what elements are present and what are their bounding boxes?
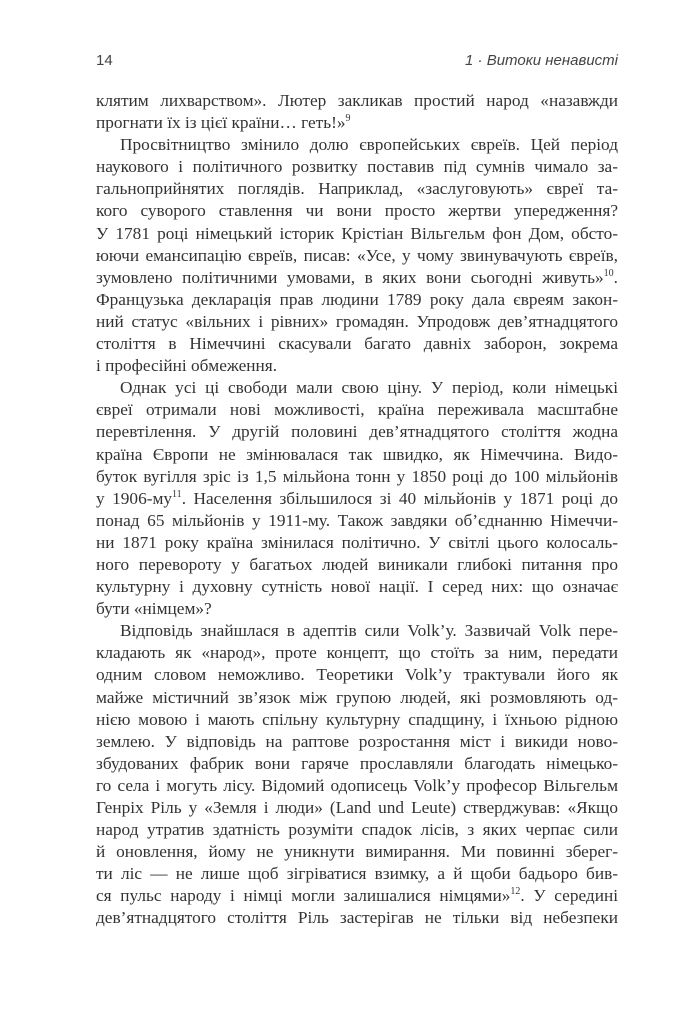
text-line [96, 664, 618, 686]
line-text: юючи емансипацію євреїв, писав: «Усе, у чому звинувачують євреїв, [96, 245, 618, 265]
text-line [96, 112, 618, 134]
text-line [96, 267, 618, 289]
line-text: . [613, 267, 618, 287]
page-number: 14 [96, 52, 113, 69]
paragraph [96, 377, 618, 620]
footnote-marker[interactable]: 9 [345, 113, 351, 125]
body-text [96, 90, 618, 930]
text-line [96, 178, 618, 200]
text-line [96, 289, 618, 311]
text-line [96, 775, 618, 797]
line-text: майже містичний зв’язок між групою людей, які розмовляють од- [96, 687, 618, 707]
text-line [96, 90, 618, 112]
line-text: клятим лихварством». Лютер закликав простий народ «назавжди [96, 91, 618, 110]
text-line [96, 532, 618, 554]
text-line [96, 885, 618, 907]
footnote-marker[interactable]: 11 [172, 488, 182, 500]
text-line [96, 731, 618, 753]
line-text: і професійні обмеження. [96, 356, 278, 376]
line-text: го села і могуть лісу. Відомий одописець Volk’у професор Вільгельм [96, 775, 618, 795]
text-line [96, 333, 618, 355]
text-line [96, 421, 618, 443]
text-line [96, 687, 618, 709]
text-line [96, 797, 618, 819]
text-line [96, 510, 618, 532]
line-text: У 1781 році німецький історик Крістіан Вільгельм фон Дом, обсто- [96, 223, 618, 243]
line-text: євреї отримали нові можливості, країна переживала масштабне [96, 400, 618, 420]
line-text: ти ліс — не лише щоб зігріватися взимку, а й щоби бадьоро бив- [96, 864, 618, 884]
text-line [96, 311, 618, 333]
text-line [96, 863, 618, 885]
text-line [96, 620, 618, 642]
text-line [96, 399, 618, 421]
chapter-title: 1 · Витоки ненависті [465, 52, 618, 69]
line-text: Генріх Ріль у «Земля і люди» (Land und Leute) стверджував: «Якщо [96, 798, 618, 817]
text-line [96, 134, 618, 156]
text-line [96, 907, 618, 929]
line-text: Просвітництво змінило долю європейських євреїв. Цей період [120, 135, 618, 155]
text-line [96, 488, 618, 510]
line-text: у 1906-му [96, 488, 173, 508]
running-header [96, 52, 618, 74]
text-line [96, 355, 618, 377]
footnote-marker[interactable]: 12 [510, 886, 521, 898]
line-text: народ утратив здатність розуміти спадок лісів, з яких черпає сили [96, 820, 618, 840]
text-line [96, 377, 618, 399]
paragraph [96, 90, 618, 134]
line-text: збудованих фабрик вони гаряче прославляли благодать німецько- [96, 753, 618, 773]
line-text: зумовлено політичними умовами, в яких вони сьогодні живуть» [96, 267, 604, 287]
line-text: буток вугілля зріс із 1,5 мільйона тонн у 1850 році до 100 мільйонів [96, 466, 618, 486]
line-text: . Населення збільшилося зі 40 мільйонів у 1871 році до [181, 488, 619, 508]
text-line [96, 753, 618, 775]
line-text: Відповідь знайшлася в адептів сили Volk’у. Зазвичай Volk пере- [120, 621, 618, 641]
paragraph [96, 620, 618, 929]
line-text: Однак усі ці свободи мали свою ціну. У період, коли німецькі [120, 378, 618, 398]
line-text: бути «німцем»? [96, 599, 212, 619]
text-line [96, 841, 618, 863]
line-text: культурну і духовну сутність нової нації. І серед них: що означає [96, 577, 618, 597]
text-line [96, 576, 618, 598]
text-line [96, 554, 618, 576]
line-text: й оновлення, йому не уникнути вимирання. Ми повинні зберег- [96, 842, 618, 862]
line-text: гальноприйнятих поглядів. Наприклад, «заслуговують» євреї та- [96, 179, 618, 199]
line-text: кладають як «народ», проте концепт, що стоїть за ним, передати [96, 643, 618, 663]
line-text: прогнати їх із цієї країни… геть!» [96, 113, 346, 133]
line-text: Французька декларація прав людини 1789 року дала євреям закон- [96, 289, 618, 309]
text-line [96, 466, 618, 488]
line-text: країна Європи не змінювалася так швидко, як Німеччина. Видо- [96, 444, 618, 464]
line-text: нією мовою і мають спільну культурну спадщину, і їхньою рідною [96, 709, 618, 729]
line-text: ний статус «вільних і рівних» громадян. Упродовж дев’ятнадцятого [96, 311, 618, 331]
line-text: землею. У відповідь на раптове розростання міст і викиди ново- [96, 731, 618, 751]
text-line [96, 709, 618, 731]
footnote-marker[interactable]: 10 [603, 267, 614, 279]
text-line [96, 200, 618, 222]
line-text: кого суворого ставлення чи вони просто жертви упередження? [96, 201, 618, 221]
text-line [96, 444, 618, 466]
line-text: ного перевороту у багатьох людей виникали глибокі питання про [96, 554, 618, 574]
line-text: понад 65 мільйонів у 1911-му. Також завдяки об’єднанню Німеччи- [96, 510, 618, 530]
text-line [96, 642, 618, 664]
line-text: ся пульс народу і німці могли залишалися німцями» [96, 886, 511, 906]
line-text: дев’ятнадцятого століття Ріль застерігав не тільки від небезпеки [96, 908, 618, 928]
text-line [96, 819, 618, 841]
paragraph [96, 134, 618, 377]
text-line [96, 223, 618, 245]
text-line [96, 156, 618, 178]
line-text: століття в Німеччині скасували багато давніх заборон, зокрема [96, 334, 618, 354]
text-line [96, 598, 618, 620]
line-text: одним словом неможливо. Теоретики Volk’у трактували його як [96, 665, 618, 685]
line-text: . У середині [520, 886, 618, 906]
line-text: наукового і політичного розвитку поставив під сумнів чимало за- [96, 157, 618, 177]
line-text: ни 1871 року країна змінилася політично. У світлі цього колосаль- [96, 532, 618, 552]
text-line [96, 245, 618, 267]
line-text: перевтілення. У другій половині дев’ятнадцятого століття жодна [96, 422, 618, 442]
